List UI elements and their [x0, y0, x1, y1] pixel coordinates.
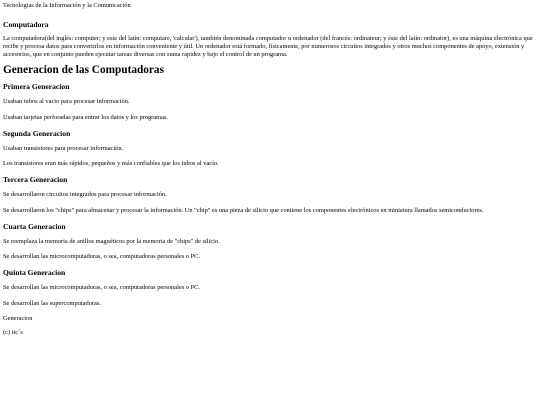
- generation-segunda: [3, 129, 537, 168]
- generation-line: Se desarrollaron los "chips" para almacenar y procesar la información. Un "chip" es una pieza de silicio que contiene los componentes electrónicos en miniatura llamados semiconductores.: [3, 206, 484, 214]
- site-title: Tecnologias de la Información y la Comunicación: [3, 2, 131, 9]
- generation-line: Usaban tubos al vacio para procesar información.: [3, 98, 130, 106]
- computadora-heading: Computadora: [3, 19, 49, 29]
- generation-line: Se desarrollan las supercomputadoras.: [3, 299, 101, 307]
- generation-line: Se desarrollan las microcomputadoras, o sea, computadoras personales o PC.: [3, 253, 200, 261]
- generation-line: Se desarrollaron circuitos integrados para procesar información.: [3, 191, 167, 199]
- generation-title: Quinta Generacion: [3, 268, 66, 278]
- generation-title: Cuarta Generacion: [3, 221, 66, 231]
- generation-cuarta: [3, 222, 537, 261]
- generacion-link[interactable]: Generacion: [3, 314, 33, 322]
- generation-quinta: [3, 268, 537, 307]
- generation-primera: [3, 82, 537, 121]
- generation-line: Se reemplaza la memoria de anillos magnéticos por la memoria de "chips" de silicio.: [3, 237, 220, 245]
- generations-heading: Generacion de las Computadoras: [3, 63, 164, 76]
- generation-line: Usaban tarjetas perforadas para entrar los datos y los programas.: [3, 113, 169, 121]
- generation-title: Primera Generacion: [3, 82, 70, 92]
- copyright-text: (c) tic´s: [3, 329, 23, 337]
- generation-line: Se desarrollan las microcomputadoras, o sea, computadoras personales o PC.: [3, 284, 200, 292]
- generation-title: Segunda Generacion: [3, 128, 71, 138]
- generation-title: Tercera Generacion: [3, 175, 68, 185]
- generation-tercera: [3, 175, 537, 214]
- generation-line: Usaban transistores para procesar información.: [3, 144, 124, 152]
- computadora-paragraph: La computadora(del inglés: computer; y este del latín: computare, 'calcular'), también denominada computador u ordenador (del francés: ordinateur; y éste del latín: ordinator), es una máquina electrónica que recibe y procesa datos para convertirlos en información conveniente y útil. Un ordenador está formado, físicamente, por numerosos circuitos integrados y otros muchos componentes de apoyo, extensión y accesorios, que en conjunto pueden ejecutar tareas diversas con suma rapidez y bajo el control de un programa.: [3, 34, 533, 58]
- generation-line: Los transistores eran más rápidos, pequeños y más confiables que los tubos al vacío.: [3, 160, 219, 168]
